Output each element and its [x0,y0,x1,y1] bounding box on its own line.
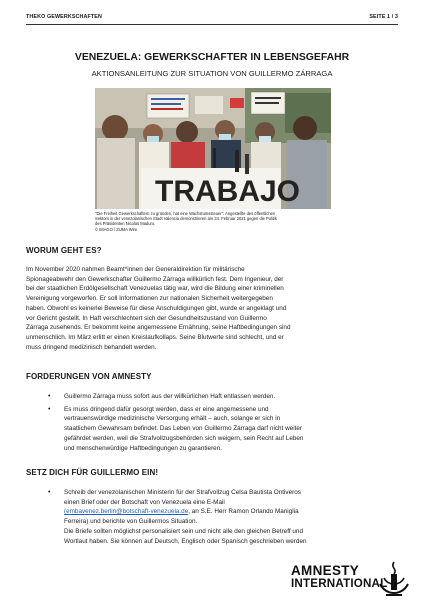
header-label: THEKO GEWERKSCHAFTEN [26,14,102,20]
header-divider [26,24,398,25]
list-item [64,488,392,546]
body-line: vor Gericht gestellt. In Haft verschlechtert sich der Gesundheitszustand von Guillermo [26,314,267,322]
list-item-line: Die Briefe sollten möglichst personalisiert sein und nicht alle den gleichen Betreff und [64,527,303,535]
list-item-line: und menschenwürdige Haftbedingungen zu garantieren. [64,444,222,452]
list-item-line: staatlichem Gewahrsam befindet. Das Leben von Guillermo Zárraga darf nicht weiter [64,425,303,433]
banner-text: TRABAJO [155,175,301,208]
list-item-line [64,507,392,517]
section-body-worum [26,265,398,352]
caption-line: "Die Freiheit Gewerkschaftern zu gründen, hat eine Wachstumssteuer": Angestellte des öffentlichen [95,211,276,216]
list-item-line: Wortlaut haben. Sie können auf Deutsch, Englisch oder Spanisch geschrieben werden [64,537,307,545]
page-number: SEITE 1 / 3 [369,14,398,20]
list-item-line: • Schreib der venezolanischen Ministerin für der Strafvollzug Celsa Bautista Ontiveros [64,489,301,496]
body-line: Vereinigung vorgeworfen. Er soll Informationen zur nationalen Sicherheit weitergegeben [26,295,273,303]
protest-photo-illustration [95,88,331,209]
caption-line: des Präsidenten Nicolas Maduro. [95,221,156,227]
body-line: muss dringend medizinisch behandelt werden. [26,343,157,351]
protest-photo [95,88,331,209]
document-subtitle: AKTIONSANLEITUNG ZUR SITUATION VON GUILLERMO ZÁRRAGA [91,69,333,78]
document-title: VENEZUELA: GEWERKSCHAFTER IN LEBENSGEFAHR [74,52,350,63]
logo-line-2: INTERNATIONAL [291,577,388,590]
list-item-line: • Guillermo Zárraga muss sofort aus der willkürlichen Haft entlassen werden. [64,393,276,400]
photo-caption [95,211,331,232]
caption-line: Sektors in der venezolanischen Stadt Valencia demonstrieren am 24. Februar 2021 gegen die Politik [95,216,277,222]
body-line: Spionageabwehr den Gewerkschafter Guillermo Zárraga willkürlich fest. Dem Ingenieur, der [26,275,284,283]
body-line: haben. Obwohl es keinerlei Beweise für diese Anschuldigungen gibt, wurde er angeklagt und [26,304,287,312]
body-line: Im November 2020 nahmen Beamt*innen der Generaldirektion für militärische [26,266,245,273]
body-line: unmenschlich. Im März erlitt er einen Kreislaufkollaps. Seine Blutwerte sind schlecht, und er [26,333,284,341]
section-heading-forderungen: FORDERUNGEN VON AMNESTY [26,372,152,381]
list-item-line: gefährdet werden, weil die Strafvollzugsbehörden sich weigern, sein Recht auf Leben [64,434,304,442]
section-heading-setz-dich-ein: SETZ DICH FÜR GUILLERMO EIN! [26,468,159,477]
list-item-line: vertrauenswürdige medizinische Versorgung erhält – auch, solange er sich in [64,415,281,423]
embassy-email-link[interactable]: (embavenez.berlin@botschaft-venezuela.de [64,508,189,516]
photo-credit: © IMAGO / ZUMA Wire [95,226,138,232]
list-item [64,405,392,454]
list-item-line: Ferreira) und berichte von Guillermos Situation. [64,518,198,526]
amnesty-candle-icon [372,560,416,600]
logo-line-1: AMNESTY [291,563,360,578]
body-line: Zárraga zusehends. Er bekommt keine angemessene Ernährung, seine Haftbedingungen sind [26,324,291,332]
list-item [64,392,392,402]
list-item-line: einen Brief oder der Botschaft von Venezuela eine E-Mail [64,498,225,506]
list-item-text: , an S.E. Herr Ramon Orlando Maniglia [188,508,299,516]
section-heading-worum: WORUM GEHT ES? [26,246,102,255]
action-list [26,488,392,549]
body-line: bei der staatlichen Erdölgesellschaft Venezuelas tätig war, wird die Bildung einer kriminellen [26,285,284,293]
page-header [26,14,398,24]
demands-list [26,392,392,456]
list-item-line: • Es muss dringend dafür gesorgt werden, dass er eine angemessene und [64,405,269,413]
